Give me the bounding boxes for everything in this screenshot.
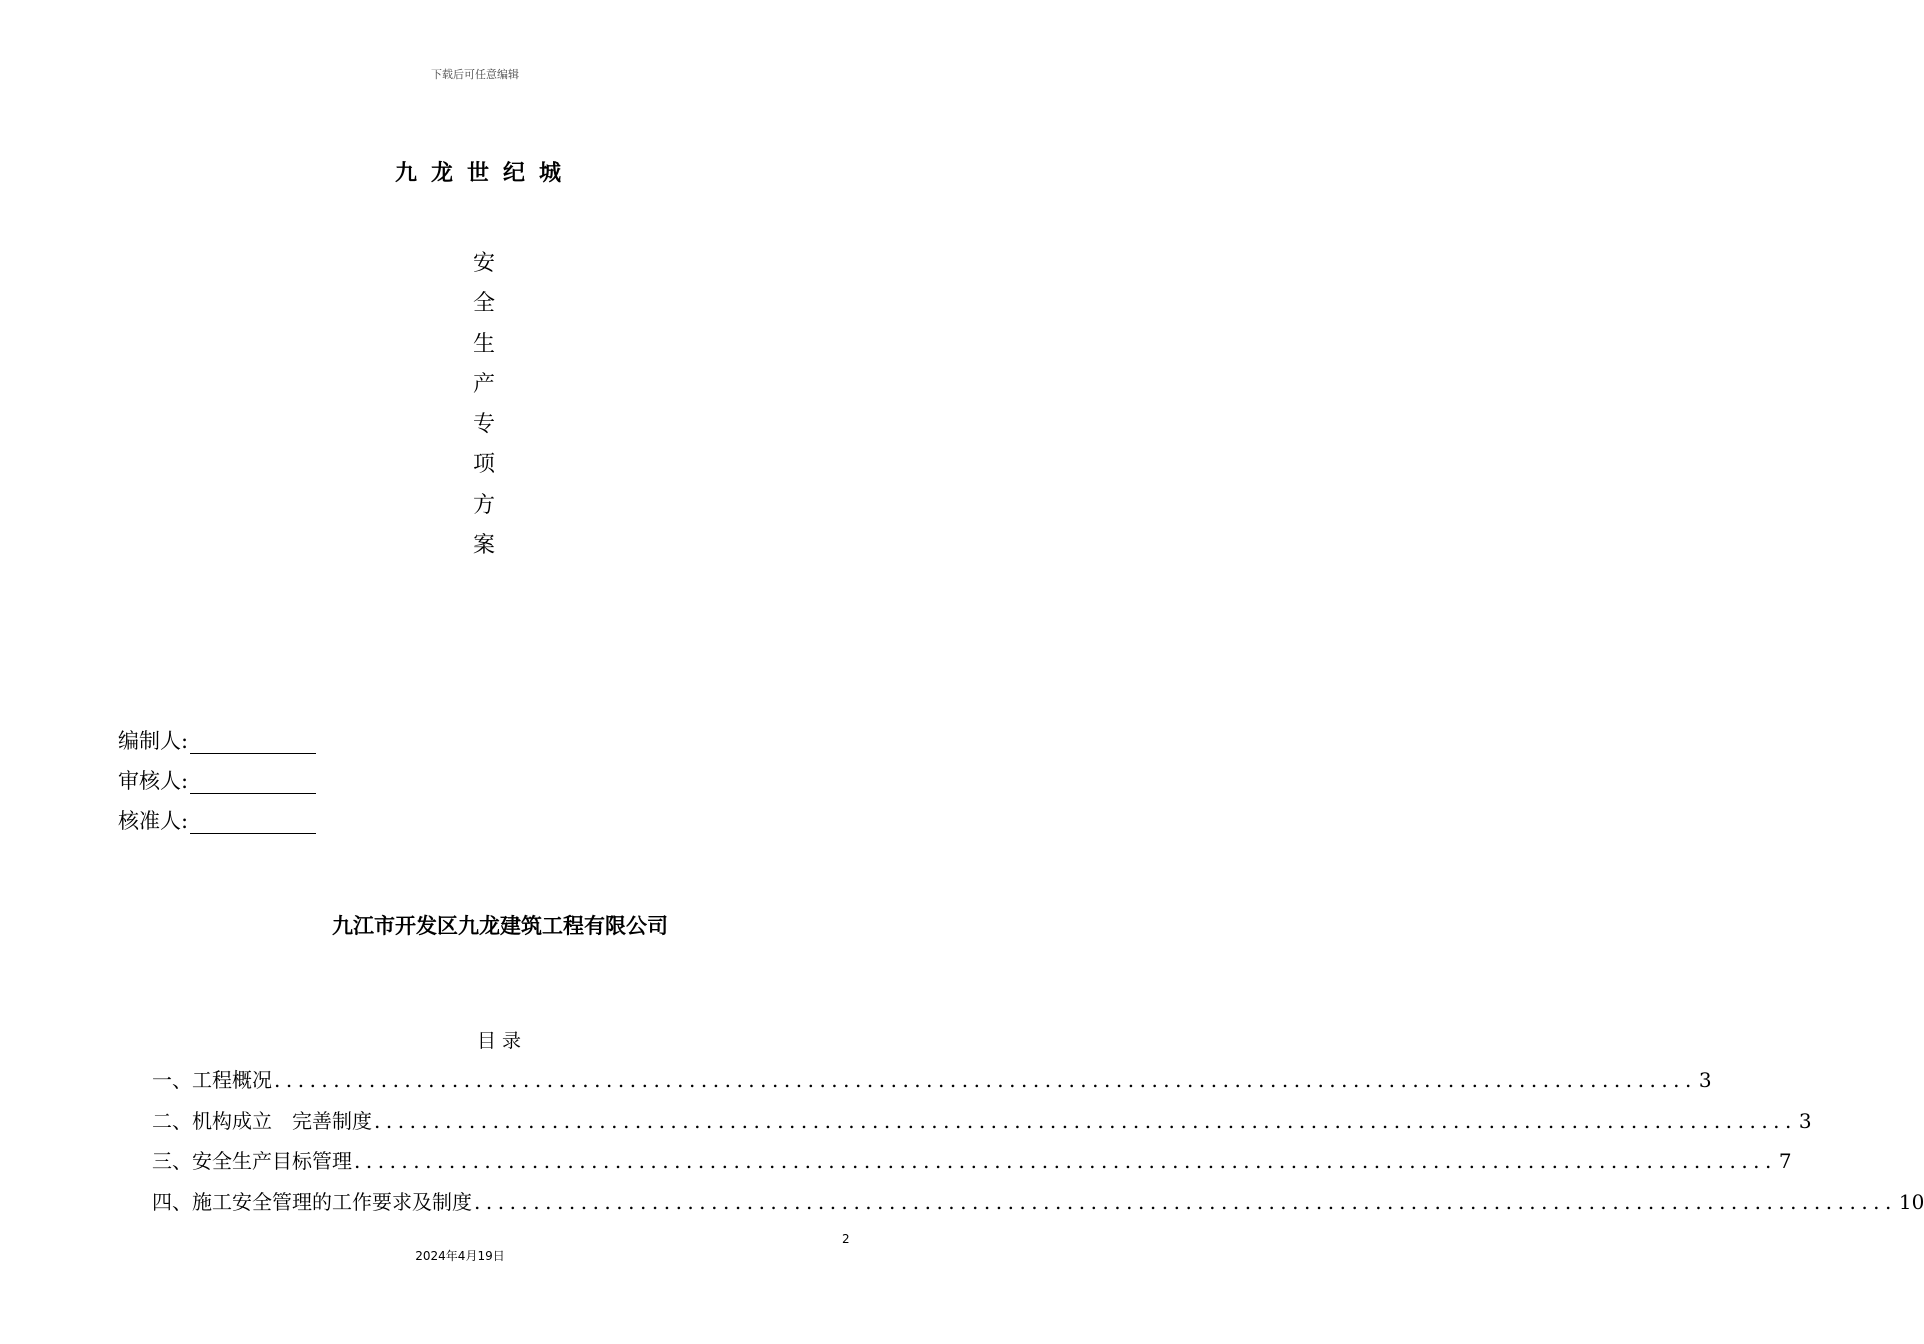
signature-block: [118, 714, 316, 834]
signature-row-approver: [118, 794, 316, 834]
toc-entry-label: 三、安全生产目标管理: [152, 1149, 352, 1173]
toc-leader-dots: ........................................................................................................................: [374, 1108, 1797, 1133]
signature-blank-line: [190, 771, 316, 794]
company-name: 九江市开发区九龙建筑工程有限公司: [332, 914, 668, 938]
toc-entry-label: 一、工程概况: [152, 1068, 272, 1092]
toc-entry-label: 四、施工安全管理的工作要求及制度: [152, 1189, 472, 1214]
footer-date: 2024年4月19日: [415, 1249, 505, 1263]
toc-entry-page: 10: [1898, 1189, 1924, 1214]
signature-blank-line: [190, 731, 316, 754]
toc-entry-label: 二、机构成立 完善制度: [152, 1108, 372, 1133]
title-char: 安: [472, 251, 495, 276]
title-char: 案: [472, 533, 495, 559]
title-char: 项: [472, 452, 495, 478]
signature-row-compiler: [118, 714, 316, 754]
header-note: 下载后可任意编辑: [431, 68, 519, 81]
signature-blank-line: [190, 811, 316, 834]
toc-entry[interactable]: [152, 1103, 1812, 1144]
title-char: 方: [472, 492, 495, 518]
table-of-contents: [152, 1062, 1924, 1224]
toc-entry-page: 3: [1698, 1068, 1712, 1092]
signature-label: 核准人:: [118, 809, 189, 833]
toc-entry-page: 3: [1798, 1108, 1812, 1133]
document-title-vertical: [462, 244, 506, 566]
signature-label: 审核人:: [118, 769, 189, 793]
toc-leader-dots: ........................................................................................................................: [354, 1149, 1777, 1173]
toc-leader-dots: ........................................................................................................................: [474, 1189, 1897, 1214]
project-title: 九龙世纪城: [394, 161, 575, 186]
toc-entry[interactable]: [152, 1062, 1712, 1103]
signature-label: 编制人:: [118, 729, 189, 753]
title-char: 产: [472, 371, 495, 397]
toc-entry-page: 7: [1778, 1149, 1792, 1173]
toc-entry[interactable]: [152, 1143, 1792, 1184]
title-char: 专: [472, 412, 495, 438]
toc-entry[interactable]: [152, 1184, 1924, 1225]
toc-title: 目录: [476, 1030, 527, 1052]
page-number: 2: [842, 1232, 850, 1246]
toc-leader-dots: ........................................................................................................................: [274, 1068, 1697, 1092]
title-char: 生: [472, 331, 495, 357]
signature-row-reviewer: [118, 754, 316, 794]
title-char: 全: [472, 291, 495, 317]
